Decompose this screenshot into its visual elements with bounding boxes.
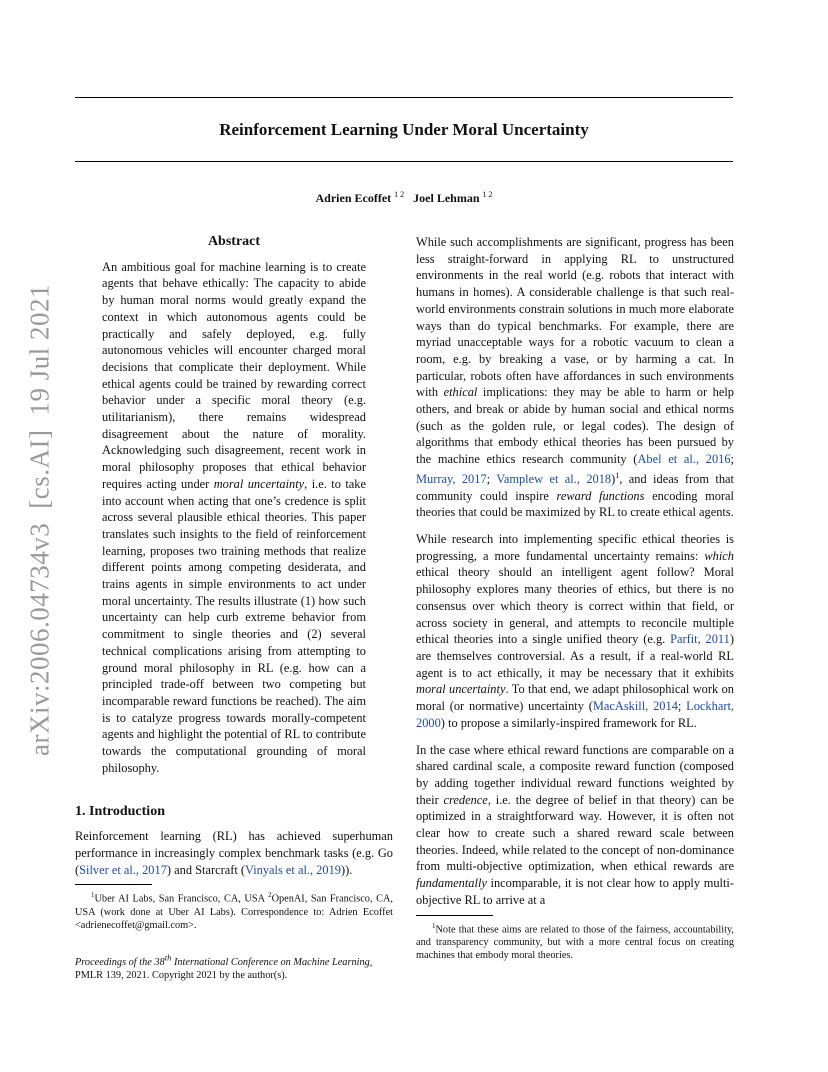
- citation-link[interactable]: Vinyals et al., 2019: [245, 862, 341, 877]
- author-name: Joel Lehman: [413, 191, 480, 205]
- section-heading-introduction: 1. Introduction: [75, 803, 165, 819]
- arxiv-date: 19 Jul 2021: [24, 284, 55, 416]
- citation-link[interactable]: Parfit, 2011: [670, 632, 730, 647]
- citation-link[interactable]: Murray, 2017: [416, 471, 487, 486]
- citation-link[interactable]: MacAskill, 2014: [592, 699, 678, 714]
- proceedings-note: Proceedings of the 38th International Conference on Machine Learning, PMLR 139, 2021. Copyright 2021 by the author(s).: [75, 952, 373, 982]
- citation-link[interactable]: Silver et al., 2017: [79, 862, 167, 877]
- title-rule-top: [75, 97, 733, 98]
- arxiv-stamp: [25, 284, 56, 756]
- footnote-1: $^1$Note that these aims are related to those of the fairness, accountability, and transparency community, but with a more central focus on creating machines that embody moral theories.: [416, 921, 734, 961]
- arxiv-id: arXiv:2006.04734v3: [24, 522, 55, 756]
- footnote-separator: [416, 915, 493, 916]
- citation-link[interactable]: Vamplew et al., 2018: [496, 471, 612, 486]
- citation-link[interactable]: Abel et al., 2016: [637, 452, 731, 467]
- intro-paragraph: Reinforcement learning (RL) has achieved superhuman performance in increasingly complex benchmark tasks (e.g. Go (Silver et al., 2017) and Starcraft (Vinyals et al., 2019)).: [75, 829, 393, 877]
- body-paragraph: In the case where ethical reward functions are comparable on a shared cardinal scale, a composite reward function (composed by adding together individual reward functions weighted by their credence, i.e. the degree of belief in that theory) can be optimized in a straightforward way. However, it is often not clear how to create such a shared reward scale between theories. Indeed, while related to the concept of non-dominance from multi-objective optimization, when ethical rewards are fundamentally incomparable, it is not clear how to apply multi-objective RL to arrive at a: [416, 742, 734, 907]
- title-rule-bottom: [75, 161, 733, 162]
- author-affiliation: 1 2: [482, 190, 493, 199]
- footnote-separator: [75, 884, 152, 885]
- right-column: [416, 234, 734, 962]
- citation-link[interactable]: Lockhart, 2000: [416, 699, 734, 730]
- abstract-text: An ambitious goal for machine learning is to create agents that behave ethically: The capacity to abide by human moral norms would greatly expand the context in which autonomous agents could be practically and safely deployed, e.g. fully autonomous vehicles will encounter charged moral decisions that complicate their deployment. While ethical agents could be trained by rewarding correct behavior under a specific moral theory (e.g. utilitarianism), there remains widespread disagreement about the nature of morality. Acknowledging such disagreement, recent work in moral philosophy proposes that ethical behavior requires acting under moral uncertainty, i.e. to take into account when acting that one’s credence is split across several plausible ethical theories. This paper translates such insights to the field of reinforcement learning, proposes two training methods that realize different points among competing desiderata, and trains agents in simple environments to act under moral uncertainty. The results illustrate (1) how such uncertainty can help curb extreme behavior from commitment to single theories and (2) several technical complications arising from attempting to ground moral philosophy in RL (e.g. how can a principled trade-off between two competing but incomparable reward functions be reached). The aim is to catalyze progress towards morally-competent agents and highlight the potential of RL to contribute towards the computational grounding of moral philosophy.: [102, 259, 366, 775]
- body-paragraph: While such accomplishments are significant, progress has been less straight-forward in applying RL to unstructured environments in the real world (e.g. robots that interact with humans in homes). A considerable challenge is that such real-world environments constrain solutions in much more elaborate ways than do typical benchmarks. For example, there are myriad unacceptable ways for a robotic vacuum to clean a room, e.g. by breaking a vase, or by harming a cat. In particular, robots often have affordances in such environments with ethical implications: they may be able to harm or help others, and break or abide by human social and ethical norms (such as the golden rule, or legal codes). The design of algorithms that embody ethical theories has been pursued by the machine ethics research community (Abel et al., 2016; Murray, 2017; Vamplew et al., 2018)$^1$, and ideas from that community could inspire reward functions encoding moral theories that could be maximized by RL to create ethical agents.: [416, 235, 734, 520]
- author-list: [75, 190, 733, 206]
- body-paragraph: While research into implementing specific ethical theories is progressing, a more fundamental uncertainty remains: which ethical theory should an intelligent agent follow? Moral philosophy explores many theories of ethics, but there is no consensus over which theory is correct within that field, or across society in general, and attempts to reconcile multiple ethical theories into a single unified theory (e.g. Parfit, 2011) are themselves controversial. As a result, if a real-world RL agent is to act ethically, it may be necessary that it exhibits moral uncertainty. To that end, we adapt philosophical work on moral (or normative) uncertainty (MacAskill, 2014; Lockhart, 2000) to propose a similarly-inspired framework for RL.: [416, 532, 735, 730]
- left-column: [75, 234, 393, 982]
- author-name: Adrien Ecoffet: [315, 191, 392, 205]
- arxiv-category: [cs.AI]: [24, 429, 55, 509]
- abstract-heading: Abstract: [207, 234, 261, 249]
- author-affiliation: 1 2: [394, 190, 405, 199]
- footnote-ref[interactable]: 1: [615, 470, 620, 480]
- affiliation-footnote: $^1$Uber AI Labs, San Francisco, CA, USA $^2$OpenAI, San Francisco, CA, USA (work done at Uber AI Labs). Correspondence to: Adrien Ecoffet <adrienecoffet@gmail.com>.: [75, 891, 393, 931]
- paper-title: Reinforcement Learning Under Moral Uncertainty: [219, 120, 589, 139]
